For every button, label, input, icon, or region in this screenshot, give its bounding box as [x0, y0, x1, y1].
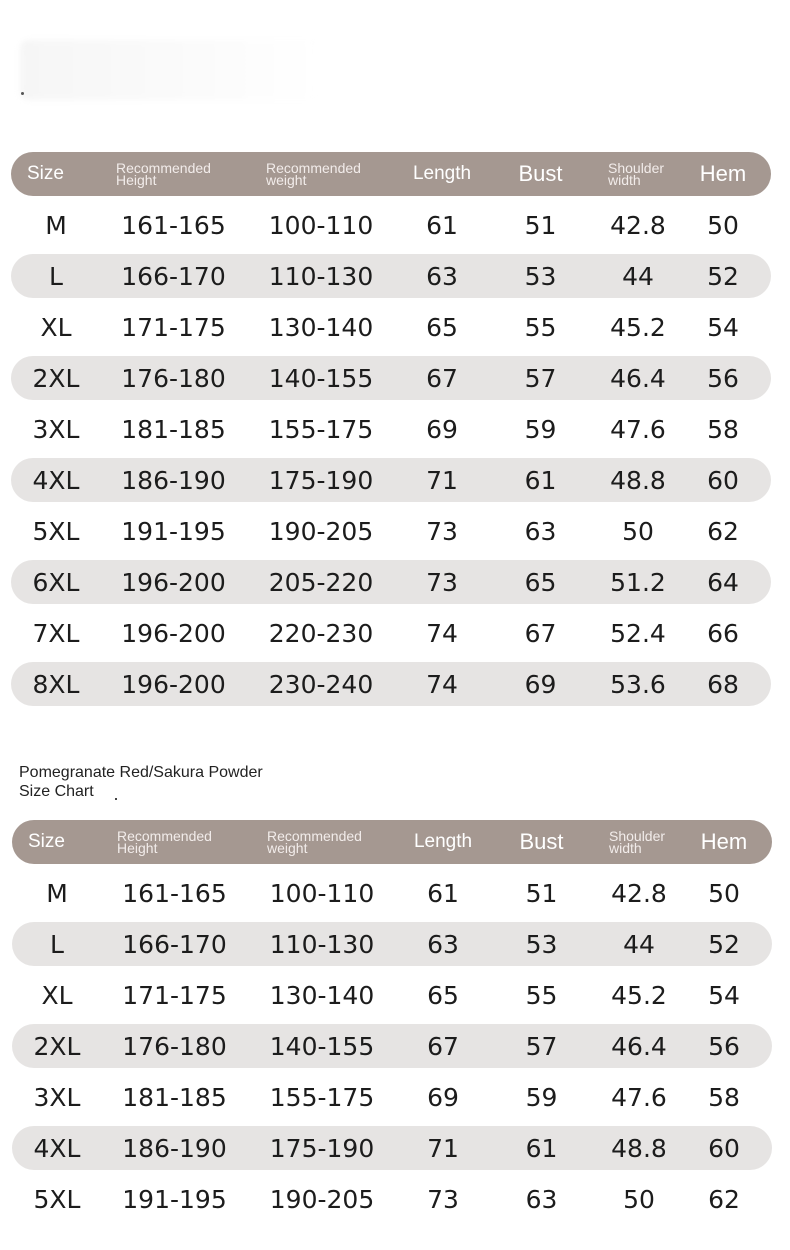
cell-height: 191-195 [122, 1184, 227, 1214]
cell-hem: 58 [708, 1082, 740, 1112]
caption-line-1: Pomegranate Red/Sakura Powder [19, 764, 263, 781]
cell-size: 7XL [32, 618, 80, 648]
cell-height: 196-200 [121, 567, 226, 597]
cell-shoulder: 42.8 [610, 210, 666, 240]
cell-height: 186-190 [121, 465, 226, 495]
cell-bust: 51 [524, 210, 557, 240]
cell-shoulder: 52.4 [610, 618, 666, 648]
cell-size: 8XL [32, 669, 80, 699]
cell-weight: 100-110 [268, 210, 374, 240]
cell-length: 67 [426, 363, 458, 393]
cell-hem: 52 [708, 929, 740, 959]
cell-height: 176-180 [122, 1031, 227, 1061]
cell-shoulder: 46.4 [610, 363, 666, 393]
size-chart-caption [19, 763, 263, 801]
cell-bust: 53 [525, 929, 558, 959]
cell-length: 61 [427, 878, 459, 908]
caption-line-2: Size Chart [19, 783, 94, 800]
cell-bust: 61 [525, 1133, 558, 1163]
cell-height: 171-175 [121, 312, 226, 342]
table-row [12, 871, 772, 915]
header-weight: Recommended weight [266, 160, 361, 188]
cell-size: L [49, 261, 63, 291]
cell-weight: 205-220 [268, 567, 374, 597]
cell-weight: 140-155 [269, 1031, 375, 1061]
cell-length: 73 [427, 1184, 459, 1214]
cell-bust: 63 [524, 516, 557, 546]
cell-hem: 50 [708, 878, 740, 908]
cell-length: 71 [426, 465, 458, 495]
table-row [11, 560, 771, 604]
cell-size: 5XL [33, 1184, 81, 1214]
cell-bust: 59 [524, 414, 557, 444]
decorative-dot [21, 92, 24, 95]
cell-length: 69 [426, 414, 458, 444]
header-shoulder: Shoulder width [609, 828, 666, 856]
cell-size: 6XL [32, 567, 80, 597]
cell-weight: 190-205 [268, 516, 374, 546]
cell-size: 2XL [32, 363, 80, 393]
table-row [11, 305, 771, 349]
cell-weight: 155-175 [268, 414, 374, 444]
cell-weight: 175-190 [268, 465, 374, 495]
header-hem: Hem [700, 829, 748, 854]
cell-height: 166-170 [122, 929, 227, 959]
cell-bust: 57 [525, 1031, 558, 1061]
cell-height: 161-165 [122, 878, 227, 908]
cell-hem: 50 [707, 210, 739, 240]
cell-bust: 53 [524, 261, 557, 291]
cell-shoulder: 47.6 [610, 414, 666, 444]
cell-height: 181-185 [122, 1082, 227, 1112]
cell-weight: 110-130 [269, 929, 375, 959]
cell-height: 191-195 [121, 516, 226, 546]
table-row [11, 203, 771, 247]
cell-hem: 52 [707, 261, 739, 291]
cell-hem: 56 [707, 363, 739, 393]
cell-size: 2XL [33, 1031, 81, 1061]
table-row [12, 1126, 772, 1170]
cell-shoulder: 44 [622, 261, 654, 291]
cell-height: 196-200 [121, 618, 226, 648]
cell-height: 166-170 [121, 261, 226, 291]
cell-weight: 140-155 [268, 363, 374, 393]
cell-weight: 230-240 [268, 669, 374, 699]
cell-hem: 54 [707, 312, 739, 342]
cell-length: 63 [426, 261, 458, 291]
cell-length: 74 [426, 618, 458, 648]
cell-hem: 62 [708, 1184, 740, 1214]
cell-size: XL [40, 312, 72, 342]
cell-size: M [46, 878, 68, 908]
cell-length: 63 [427, 929, 459, 959]
cell-hem: 54 [708, 980, 740, 1010]
table-row [11, 458, 771, 502]
cell-weight: 190-205 [269, 1184, 375, 1214]
cell-hem: 66 [707, 618, 739, 648]
cell-bust: 57 [524, 363, 557, 393]
cell-shoulder: 53.6 [610, 669, 666, 699]
cell-height: 161-165 [121, 210, 226, 240]
table-header-row [11, 152, 771, 196]
cell-shoulder: 48.8 [610, 465, 666, 495]
header-shoulder: Shoulder width [608, 160, 665, 188]
cell-weight: 130-140 [268, 312, 374, 342]
cell-hem: 64 [707, 567, 739, 597]
cell-weight: 175-190 [269, 1133, 375, 1163]
cell-shoulder: 47.6 [611, 1082, 667, 1112]
cell-bust: 55 [525, 980, 558, 1010]
cell-bust: 63 [525, 1184, 558, 1214]
cell-weight: 130-140 [269, 980, 375, 1010]
cell-bust: 61 [524, 465, 557, 495]
cell-height: 176-180 [121, 363, 226, 393]
cell-shoulder: 48.8 [611, 1133, 667, 1163]
blurred-title-banner [20, 40, 320, 100]
header-weight: Recommended weight [267, 828, 362, 856]
cell-length: 65 [427, 980, 459, 1010]
cell-length: 73 [426, 567, 458, 597]
cell-size: 3XL [32, 414, 80, 444]
header-height: Recommended Height [117, 828, 212, 856]
header-height: Recommended Height [116, 160, 211, 188]
cell-weight: 220-230 [268, 618, 374, 648]
cell-shoulder: 44 [623, 929, 655, 959]
cell-weight: 110-130 [268, 261, 374, 291]
cell-hem: 68 [707, 669, 739, 699]
header-size: Size [27, 163, 64, 184]
table-row [11, 611, 771, 655]
cell-size: 5XL [32, 516, 80, 546]
table-row [12, 1024, 772, 1068]
cell-shoulder: 45.2 [611, 980, 667, 1010]
size-chart-table-1 [11, 152, 771, 713]
cell-size: 3XL [33, 1082, 81, 1112]
cell-height: 181-185 [121, 414, 226, 444]
cell-weight: 155-175 [269, 1082, 375, 1112]
cell-shoulder: 46.4 [611, 1031, 667, 1061]
cell-size: XL [41, 980, 73, 1010]
cell-bust: 67 [524, 618, 557, 648]
header-bust: Bust [519, 829, 564, 854]
cell-size: 4XL [33, 1133, 81, 1163]
cell-weight: 100-110 [269, 878, 375, 908]
cell-bust: 59 [525, 1082, 558, 1112]
size-chart-table-2 [12, 820, 772, 1228]
table-row [12, 1075, 772, 1119]
cell-hem: 60 [708, 1133, 740, 1163]
table-row [12, 922, 772, 966]
cell-height: 171-175 [122, 980, 227, 1010]
cell-length: 65 [426, 312, 458, 342]
cell-bust: 69 [524, 669, 557, 699]
cell-size: 4XL [32, 465, 80, 495]
header-length: Length [412, 163, 472, 184]
cell-length: 61 [426, 210, 458, 240]
table-header-row [12, 820, 772, 864]
table-row [11, 662, 771, 706]
table-row [11, 356, 771, 400]
cell-shoulder: 50 [622, 516, 654, 546]
cell-length: 74 [426, 669, 458, 699]
header-hem: Hem [699, 161, 747, 186]
cell-shoulder: 42.8 [611, 878, 667, 908]
header-length: Length [413, 831, 473, 852]
table-row [12, 973, 772, 1017]
cell-height: 196-200 [121, 669, 226, 699]
cell-size: L [50, 929, 64, 959]
cell-height: 186-190 [122, 1133, 227, 1163]
cell-length: 67 [427, 1031, 459, 1061]
cell-hem: 62 [707, 516, 739, 546]
cell-bust: 65 [524, 567, 557, 597]
header-size: Size [28, 831, 65, 852]
header-bust: Bust [518, 161, 563, 186]
cell-shoulder: 45.2 [610, 312, 666, 342]
table-row [12, 1177, 772, 1221]
cell-length: 69 [427, 1082, 459, 1112]
decorative-dot [115, 798, 117, 800]
cell-shoulder: 50 [623, 1184, 655, 1214]
table-row [11, 254, 771, 298]
cell-size: M [45, 210, 67, 240]
cell-hem: 56 [708, 1031, 740, 1061]
cell-length: 73 [426, 516, 458, 546]
cell-bust: 55 [524, 312, 557, 342]
table-row [11, 509, 771, 553]
cell-shoulder: 51.2 [610, 567, 666, 597]
cell-length: 71 [427, 1133, 459, 1163]
cell-bust: 51 [525, 878, 558, 908]
cell-hem: 58 [707, 414, 739, 444]
table-row [11, 407, 771, 451]
cell-hem: 60 [707, 465, 739, 495]
